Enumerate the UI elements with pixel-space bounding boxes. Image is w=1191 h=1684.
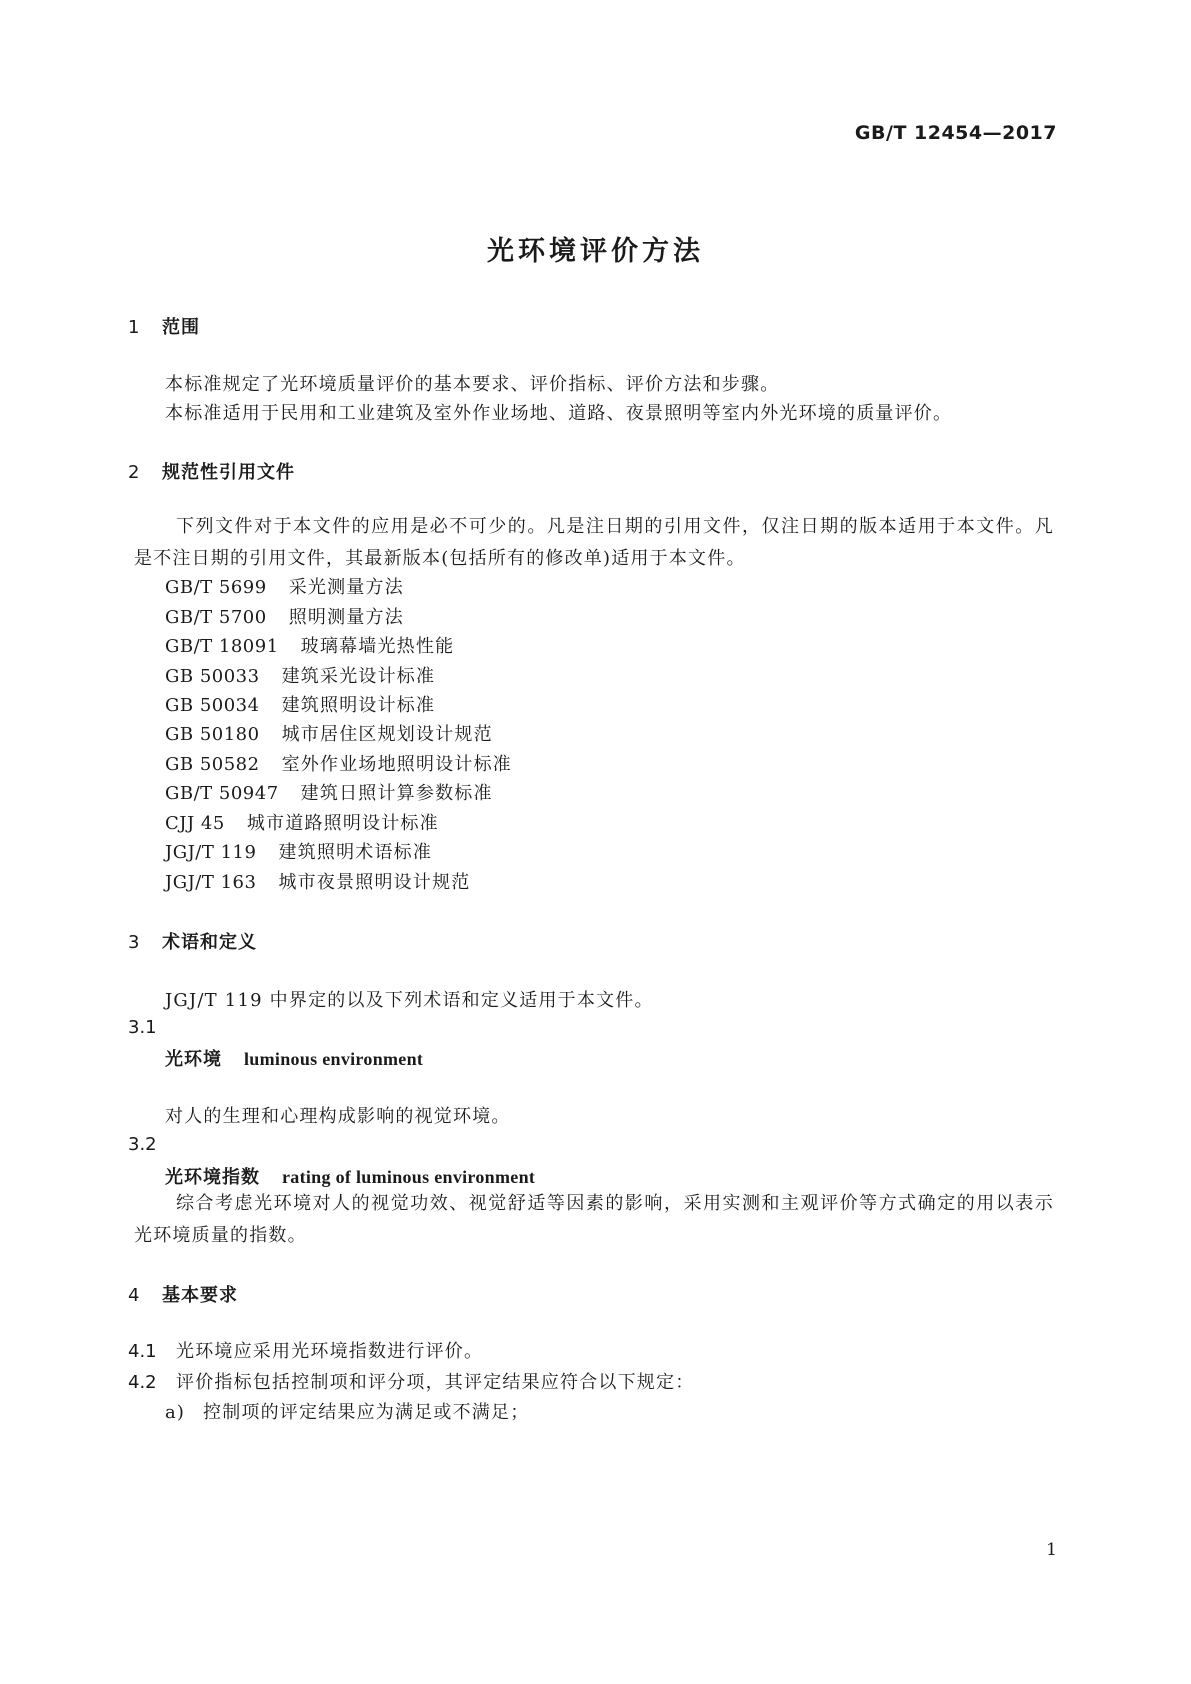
term-definition: 对人的生理和心理构成影响的视觉环境。 xyxy=(165,1106,511,1127)
reference-code: GB/T 50947 xyxy=(165,783,279,804)
reference-code: GB/T 5700 xyxy=(165,607,267,628)
reference-item xyxy=(165,632,454,658)
clause xyxy=(128,1368,694,1394)
reference-name: 城市道路照明设计标准 xyxy=(246,813,439,834)
paragraph: JGJ/T 119 中界定的以及下列术语和定义适用于本文件。 xyxy=(165,990,654,1011)
clause-number: 4.2 xyxy=(128,1372,157,1393)
reference-item xyxy=(165,691,435,717)
reference-name: 玻璃幕墙光热性能 xyxy=(300,636,455,657)
reference-item xyxy=(165,662,435,688)
term-heading xyxy=(165,1045,423,1071)
reference-code: GB 50582 xyxy=(165,754,260,775)
reference-item xyxy=(165,809,439,835)
section-number: 2 xyxy=(128,462,141,483)
reference-code: GB 50034 xyxy=(165,695,260,716)
clause-number: 4.1 xyxy=(128,1341,157,1362)
term-en: luminous environment xyxy=(244,1049,424,1069)
section-title: 术语和定义 xyxy=(162,932,257,953)
clause-text: 评价指标包括控制项和评分项，其评定结果应符合以下规定： xyxy=(176,1372,695,1393)
reference-name: 城市夜景照明设计规范 xyxy=(278,872,471,893)
page-number: 1 xyxy=(1046,1540,1057,1560)
section-title: 规范性引用文件 xyxy=(162,462,295,483)
reference-name: 城市居住区规划设计规范 xyxy=(281,724,493,745)
reference-code: GB 50180 xyxy=(165,724,260,745)
clause-text: 光环境应采用光环境指数进行评价。 xyxy=(176,1341,484,1362)
reference-item xyxy=(165,779,493,805)
section-title: 基本要求 xyxy=(162,1285,238,1306)
reference-item xyxy=(165,573,404,599)
document-title: 光环境评价方法 xyxy=(487,236,704,267)
term-heading xyxy=(165,1163,535,1189)
paragraph: 下列文件对于本文件的应用是必不可少的。凡是注日期的引用文件，仅注日期的版本适用于本文件。凡是不注日期的引用文件，其最新版本(包括所有的修改单)适用于本文件。 xyxy=(134,516,1054,569)
reference-item xyxy=(165,838,432,864)
standard-number: GB/T 12454—2017 xyxy=(854,122,1057,144)
term-number: 3.1 xyxy=(128,1017,157,1038)
term-zh: 光环境 xyxy=(165,1049,222,1070)
reference-item xyxy=(165,750,512,776)
section-number: 3 xyxy=(128,932,141,953)
section-4-heading xyxy=(128,1281,238,1307)
reference-name: 建筑照明术语标准 xyxy=(278,842,433,863)
section-3-heading xyxy=(128,928,257,954)
reference-code: JGJ/T 163 xyxy=(165,872,257,893)
reference-code: GB/T 18091 xyxy=(165,636,279,657)
reference-code: JGJ/T 119 xyxy=(165,842,257,863)
reference-name: 建筑采光设计标准 xyxy=(281,666,436,687)
reference-name: 采光测量方法 xyxy=(288,577,404,598)
reference-item xyxy=(165,603,404,629)
term-en: rating of luminous environment xyxy=(282,1167,536,1187)
section-1-heading xyxy=(128,313,200,339)
list-item xyxy=(165,1398,529,1424)
section-title: 范围 xyxy=(162,317,200,338)
paragraph: 本标准适用于民用和工业建筑及室外作业场地、道路、夜景照明等室内外光环境的质量评价。 xyxy=(165,403,953,424)
reference-code: CJJ 45 xyxy=(165,813,225,834)
reference-item xyxy=(165,720,493,746)
section-2-heading xyxy=(128,458,295,484)
reference-code: GB 50033 xyxy=(165,666,260,687)
reference-name: 室外作业场地照明设计标准 xyxy=(281,754,512,775)
reference-name: 建筑照明设计标准 xyxy=(281,695,436,716)
term-definition: 综合考虑光环境对人的视觉功效、视觉舒适等因素的影响，采用实测和主观评价等方式确定的用以表示光环境质量的指数。 xyxy=(134,1193,1054,1246)
term-zh: 光环境指数 xyxy=(165,1167,260,1188)
section-number: 4 xyxy=(128,1285,141,1306)
list-label: a) xyxy=(165,1402,186,1423)
reference-name: 照明测量方法 xyxy=(288,607,404,628)
reference-item xyxy=(165,868,470,894)
section-number: 1 xyxy=(128,317,141,338)
reference-name: 建筑日照计算参数标准 xyxy=(300,783,493,804)
paragraph: 本标准规定了光环境质量评价的基本要求、评价指标、评价方法和步骤。 xyxy=(165,374,780,395)
reference-code: GB/T 5699 xyxy=(165,577,267,598)
term-number: 3.2 xyxy=(128,1134,157,1155)
list-text: 控制项的评定结果应为满足或不满足； xyxy=(203,1402,530,1423)
clause xyxy=(128,1337,483,1363)
